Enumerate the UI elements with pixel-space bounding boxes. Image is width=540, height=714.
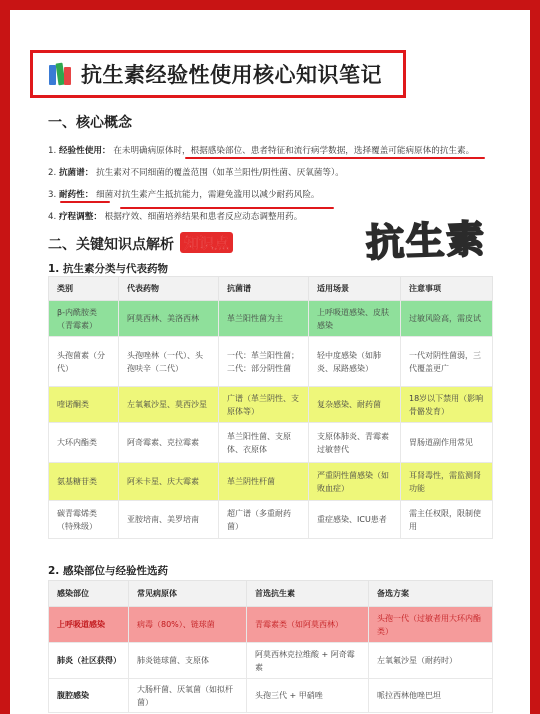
table-row: 碳青霉烯类（特殊级） 亚胺培南、美罗培南 超广谱（多重耐药菌） 重症感染、ICU患者 需主任权限，限制使用 [49, 501, 493, 539]
page-title: 抗生素经验性使用核心知识笔记 [81, 63, 382, 87]
table-row: β-内酰胺类（青霉素） 阿莫西林、美洛西林 革兰阳性菌为主 上呼吸道感染、皮肤感染 过敏风险高，需皮试 [49, 301, 493, 337]
table-row: 氨基糖苷类 阿米卡星、庆大霉素 革兰阴性杆菌 严重阴性菌感染（如败血症） 耳肾毒性，需监测肾功能 [49, 463, 493, 501]
underline-3 [120, 207, 334, 209]
th-category: 类别 [49, 277, 119, 301]
table-row: 头孢菌素（分代） 头孢唑林（一代）、头孢呋辛（二代） 一代：革兰阳性菌；二代：部分阴性菌 轻中度感染（如肺炎、尿路感染） 一代对阴性菌弱，三代覆盖更广 [49, 337, 493, 387]
books-icon [47, 61, 73, 87]
table1-title: 1. 抗生素分类与代表药物 [48, 263, 168, 275]
section1-heading: 一、核心概念 [48, 115, 132, 131]
infection-site-table [48, 580, 493, 713]
antibiotic-stamp: 抗生素 [365, 216, 487, 266]
table-row: 喹诺酮类 左氧氟沙星、莫西沙星 广谱（革兰阴性、支原体等） 复杂感染、耐药菌 18岁以下禁用（影响骨骼发育） [49, 387, 493, 423]
core-item-4: 4. 疗程调整： 根据疗效、细菌培养结果和患者反应动态调整用药。 [48, 212, 303, 222]
th-scenario: 适用场景 [309, 277, 401, 301]
th-notes: 注意事项 [401, 277, 493, 301]
table-row: 上呼吸道感染 病毒（80%）、链球菌 青霉素类（如阿莫西林） 头孢一代（过敏者用大环内酯类） [49, 607, 493, 643]
antibiotic-class-table [48, 276, 493, 539]
th-drugs: 代表药物 [119, 277, 219, 301]
th-alternative: 备选方案 [369, 581, 493, 607]
th-spectrum: 抗菌谱 [219, 277, 309, 301]
table-row: 腹腔感染 大肠杆菌、厌氧菌（如拟杆菌） 头孢三代 + 甲硝唑 哌拉西林他唑巴坦 [49, 679, 493, 713]
knowledge-point-stamp: 知识点 [180, 232, 233, 253]
section2-heading: 二、关键知识点解析 [48, 237, 174, 253]
title-box [30, 50, 406, 98]
table2-title: 2. 感染部位与经验性选药 [48, 565, 168, 577]
table-row: 肺炎（社区获得） 肺炎链球菌、支原体 阿莫西林克拉维酸 + 阿奇霉素 左氧氟沙星（耐药时） [49, 643, 493, 679]
core-item-2: 2. 抗菌谱： 抗生素对不同细菌的覆盖范围（如革兰阳性/阴性菌、厌氧菌等）。 [48, 168, 344, 178]
underline-2 [60, 201, 110, 203]
core-item-3: 3. 耐药性： 细菌对抗生素产生抵抗能力，需避免滥用以减少耐药风险。 [48, 190, 320, 200]
note-page [10, 10, 530, 714]
core-item-1: 1. 经验性使用： 在未明确病原体时，根据感染部位、患者特征和流行病学数据，选择覆盖可能病原体的抗生素。 [48, 146, 475, 156]
th-pathogen: 常见病原体 [129, 581, 247, 607]
th-site: 感染部位 [49, 581, 129, 607]
th-first-choice: 首选抗生素 [247, 581, 369, 607]
underline-1 [185, 157, 485, 159]
table-row: 大环内酯类 阿奇霉素、克拉霉素 革兰阳性菌、支原体、衣原体 支原体肺炎、青霉素过敏替代 胃肠道副作用常见 [49, 423, 493, 463]
